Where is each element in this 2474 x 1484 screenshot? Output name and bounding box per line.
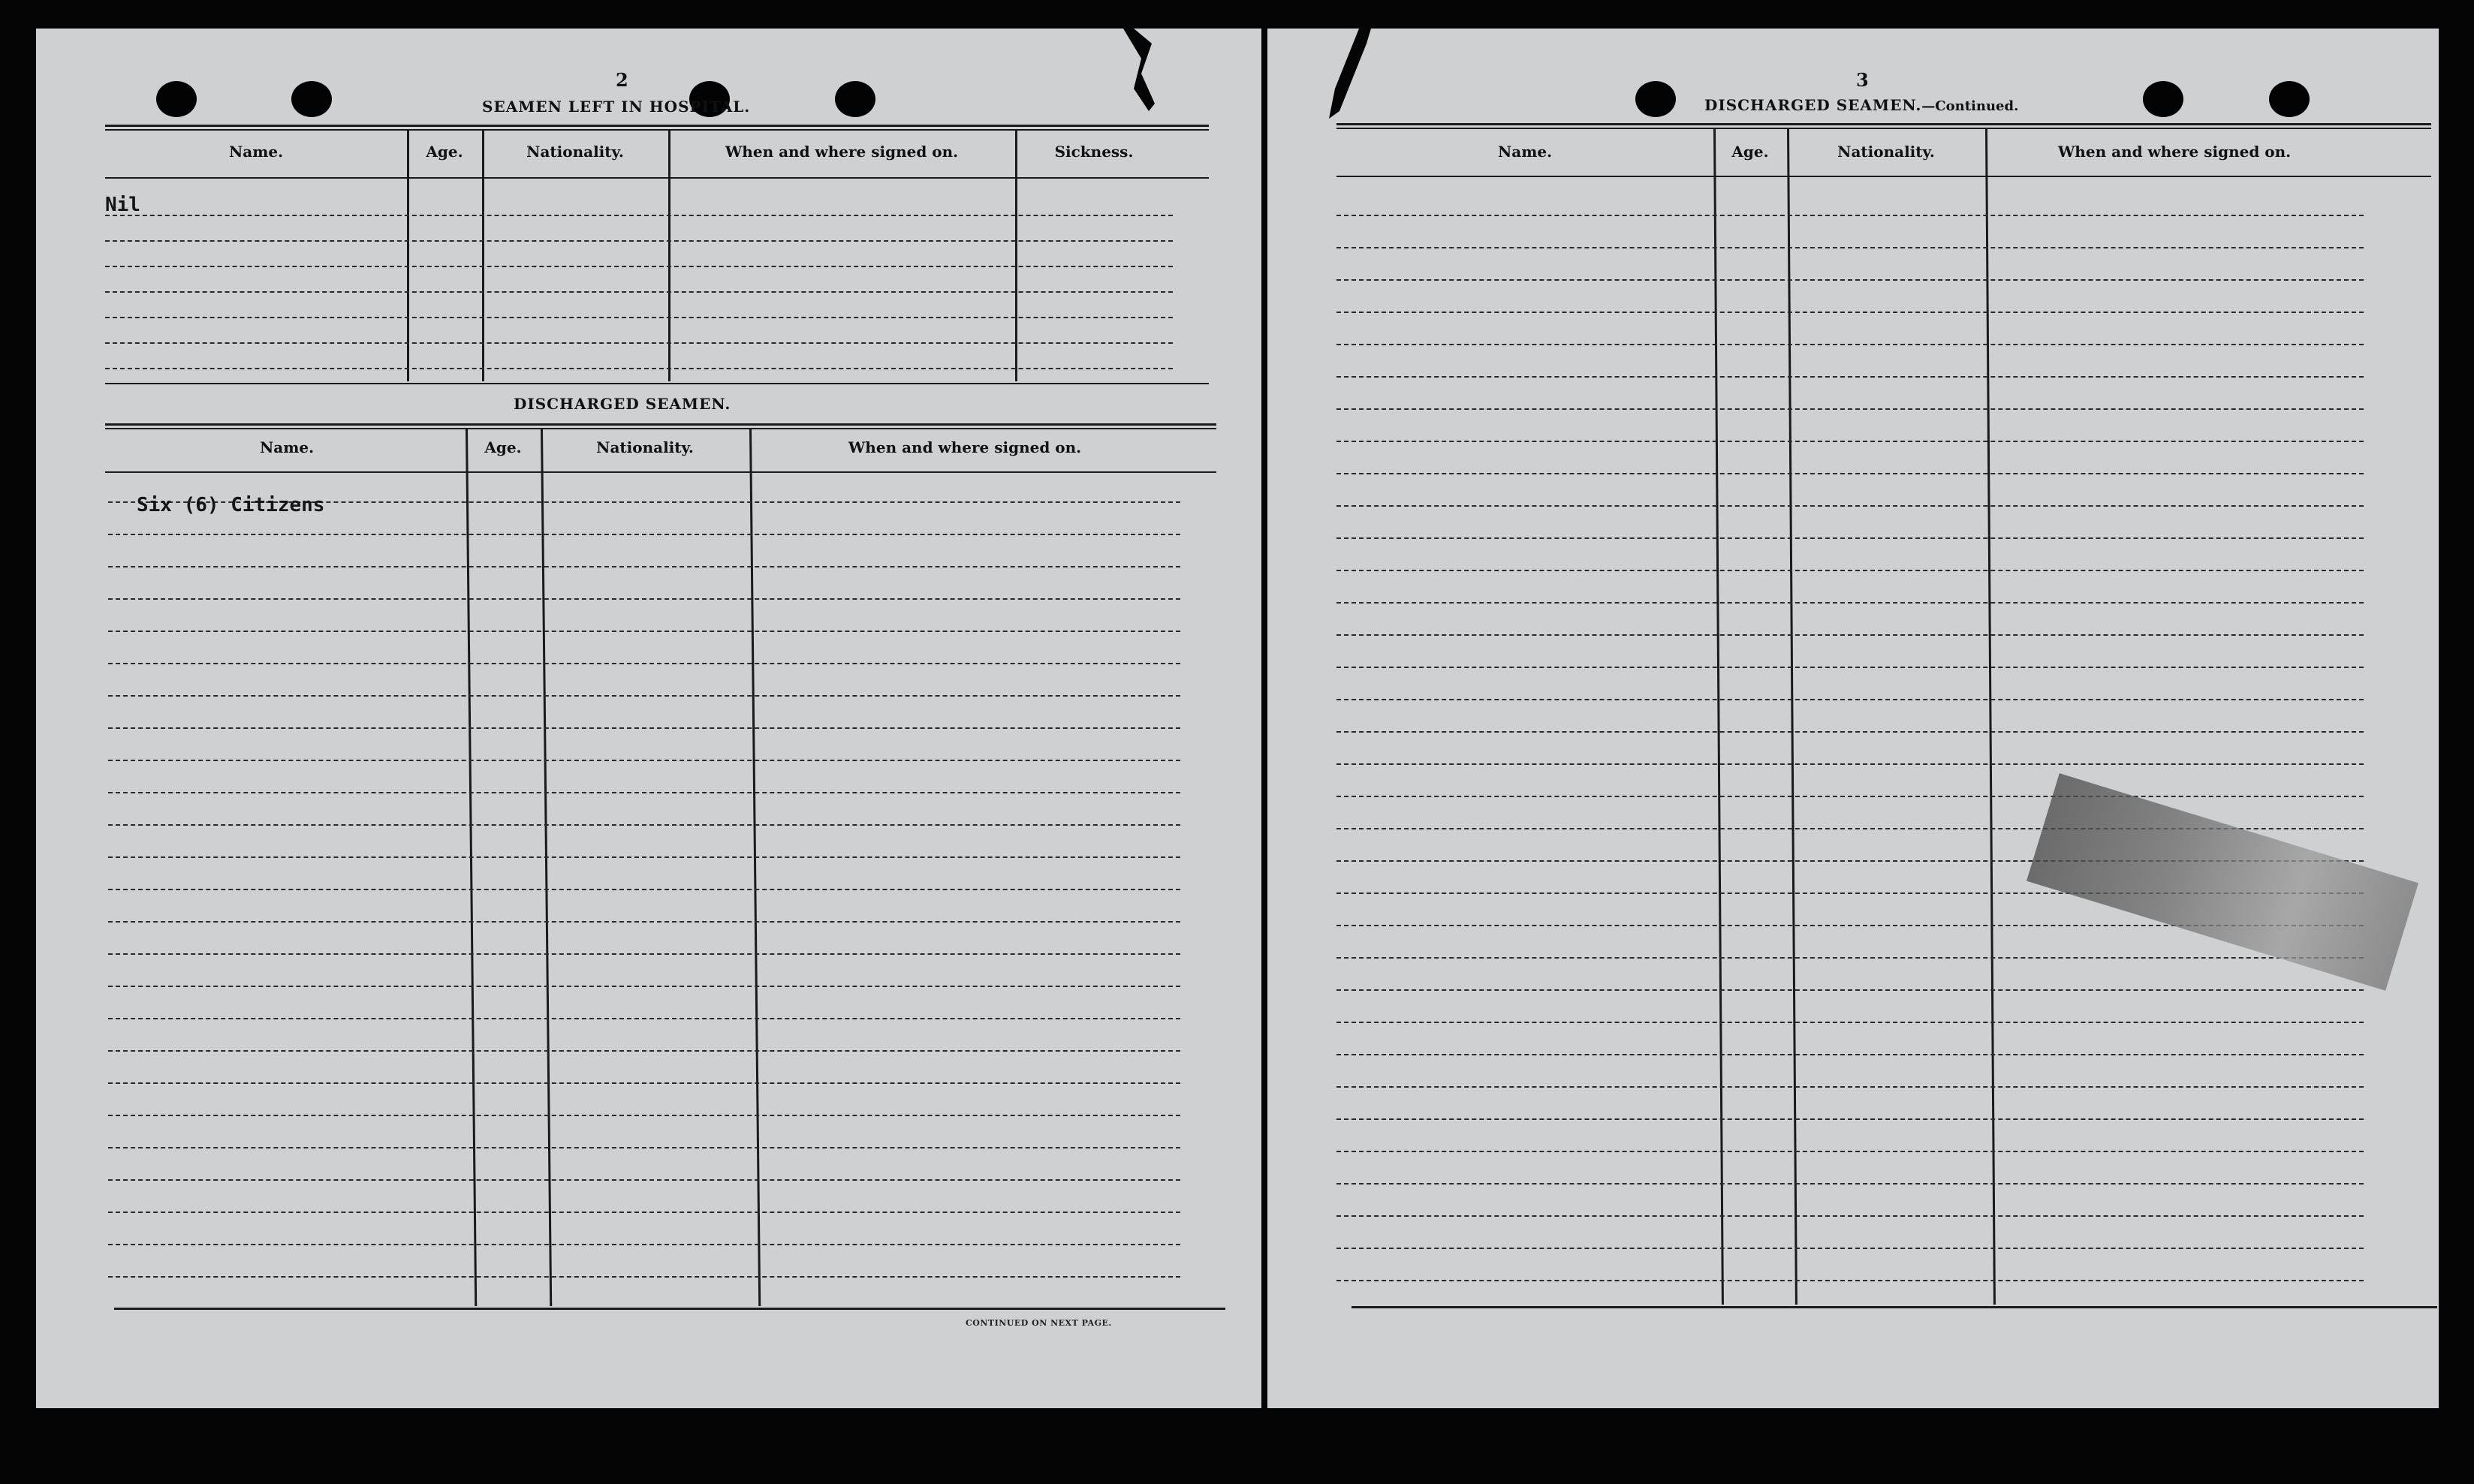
ruled-line — [1336, 1151, 2364, 1152]
ruled-line — [108, 1276, 1180, 1278]
right-page — [1267, 29, 2439, 1408]
column-divider — [541, 429, 552, 1306]
ruled-line — [1336, 505, 2364, 507]
ruled-line — [1336, 473, 2364, 474]
ruled-line — [108, 1212, 1180, 1213]
ruled-line — [108, 695, 1180, 697]
ruled-line — [1336, 1086, 2364, 1088]
ruled-line — [1336, 1022, 2364, 1023]
ruled-line — [108, 598, 1180, 600]
column-header: Nationality. — [596, 438, 694, 456]
ruled-line — [108, 889, 1180, 890]
ruled-line — [1336, 279, 2364, 281]
ruled-line — [105, 291, 1173, 293]
table-rule — [1336, 128, 2431, 129]
ruled-line — [108, 727, 1180, 729]
table-bottom-rule — [114, 1308, 1225, 1310]
column-divider — [1713, 129, 1724, 1305]
ruled-line — [1336, 634, 2364, 636]
punch-hole — [1635, 81, 1676, 117]
discharged-section-title: DISCHARGED SEAMEN. — [514, 395, 731, 413]
table-bottom-rule — [1352, 1306, 2437, 1308]
ruled-line — [108, 792, 1180, 793]
table-rule — [1336, 123, 2431, 125]
discharged-entry: Six (6) Citizens — [137, 494, 325, 516]
column-header: Nationality. — [1837, 143, 1935, 161]
column-divider — [466, 429, 477, 1306]
hospital-section-title: SEAMEN LEFT IN HOSPITAL. — [482, 98, 751, 116]
ruled-line — [1336, 602, 2364, 604]
ruled-line — [108, 953, 1180, 955]
ruled-line — [105, 368, 1173, 369]
right-title-main: DISCHARGED SEAMEN. — [1704, 96, 1922, 114]
ruled-line — [108, 760, 1180, 761]
column-divider — [1985, 129, 1996, 1305]
ruled-line — [105, 317, 1173, 318]
column-header: Name. — [1497, 143, 1553, 161]
column-header: When and where signed on. — [2057, 143, 2292, 161]
table-rule — [105, 383, 1209, 384]
ruled-line — [108, 1050, 1180, 1052]
ruled-line — [1336, 1215, 2364, 1217]
column-header: Age. — [426, 143, 463, 161]
ruled-line — [108, 1244, 1180, 1245]
ruled-line — [1336, 796, 2364, 797]
ruled-line — [108, 1115, 1180, 1116]
ruled-line — [108, 986, 1180, 987]
column-header: Age. — [1731, 143, 1769, 161]
ruled-line — [108, 824, 1180, 826]
ruled-line — [108, 566, 1180, 567]
ruled-line — [108, 534, 1180, 535]
ruled-line — [1336, 731, 2364, 733]
ruled-line — [1336, 441, 2364, 442]
hospital-entry: Nil — [105, 194, 140, 216]
ruled-line — [1336, 1054, 2364, 1055]
ruled-line — [1336, 1183, 2364, 1184]
table-rule — [105, 423, 1216, 426]
paper-tear-mark — [1119, 29, 1186, 119]
continued-note: CONTINUED ON NEXT PAGE. — [966, 1318, 1112, 1328]
column-divider — [749, 429, 761, 1306]
column-header: Age. — [484, 438, 522, 456]
table-rule — [105, 177, 1209, 179]
paper-tear-mark — [1329, 29, 1382, 119]
ruled-line — [108, 856, 1180, 858]
ruled-line — [108, 631, 1180, 632]
ruled-line — [108, 1082, 1180, 1084]
table-rule — [105, 129, 1209, 131]
ruled-line — [108, 1147, 1180, 1148]
ruled-line — [1336, 344, 2364, 345]
ruled-line — [1336, 989, 2364, 991]
table-rule — [105, 428, 1216, 429]
ruled-line — [105, 240, 1173, 242]
column-header: Nationality. — [526, 143, 624, 161]
column-header: Sickness. — [1054, 143, 1134, 161]
page-number: 3 — [1856, 69, 1869, 91]
ruled-line — [1336, 312, 2364, 313]
ruled-line — [1336, 537, 2364, 539]
column-header: When and where signed on. — [848, 438, 1082, 456]
column-header: Name. — [228, 143, 284, 161]
page-number: 2 — [616, 69, 628, 91]
column-header: Name. — [259, 438, 315, 456]
ruled-line — [1336, 957, 2364, 959]
ruled-line — [1336, 699, 2364, 700]
ruled-line — [108, 1179, 1180, 1181]
ruled-line — [108, 1018, 1180, 1019]
right-title-suffix: —Continued. — [1921, 98, 2019, 114]
punch-hole — [2143, 81, 2183, 117]
left-page — [36, 29, 1261, 1408]
ruled-line — [105, 215, 1173, 216]
punch-hole — [156, 81, 197, 117]
table-rule — [105, 471, 1216, 473]
ruled-line — [1336, 570, 2364, 571]
ruled-line — [105, 342, 1173, 344]
ruled-line — [1336, 763, 2364, 765]
ruled-line — [1336, 376, 2364, 378]
punch-hole — [835, 81, 875, 117]
punch-hole — [291, 81, 332, 117]
ruled-line — [108, 921, 1180, 923]
ruled-line — [1336, 1118, 2364, 1120]
ruled-line — [1336, 667, 2364, 668]
table-rule — [1336, 176, 2431, 177]
ruled-line — [105, 266, 1173, 267]
ruled-line — [1336, 247, 2364, 248]
column-divider — [1787, 129, 1797, 1305]
ruled-line — [1336, 1280, 2364, 1281]
ruled-line — [1336, 215, 2364, 216]
table-rule — [105, 125, 1209, 127]
right-section-title — [1704, 96, 2018, 114]
column-header: When and where signed on. — [725, 143, 959, 161]
ruled-line — [1336, 408, 2364, 410]
punch-hole — [2269, 81, 2310, 117]
ruled-line — [108, 663, 1180, 664]
ruled-line — [1336, 1248, 2364, 1249]
